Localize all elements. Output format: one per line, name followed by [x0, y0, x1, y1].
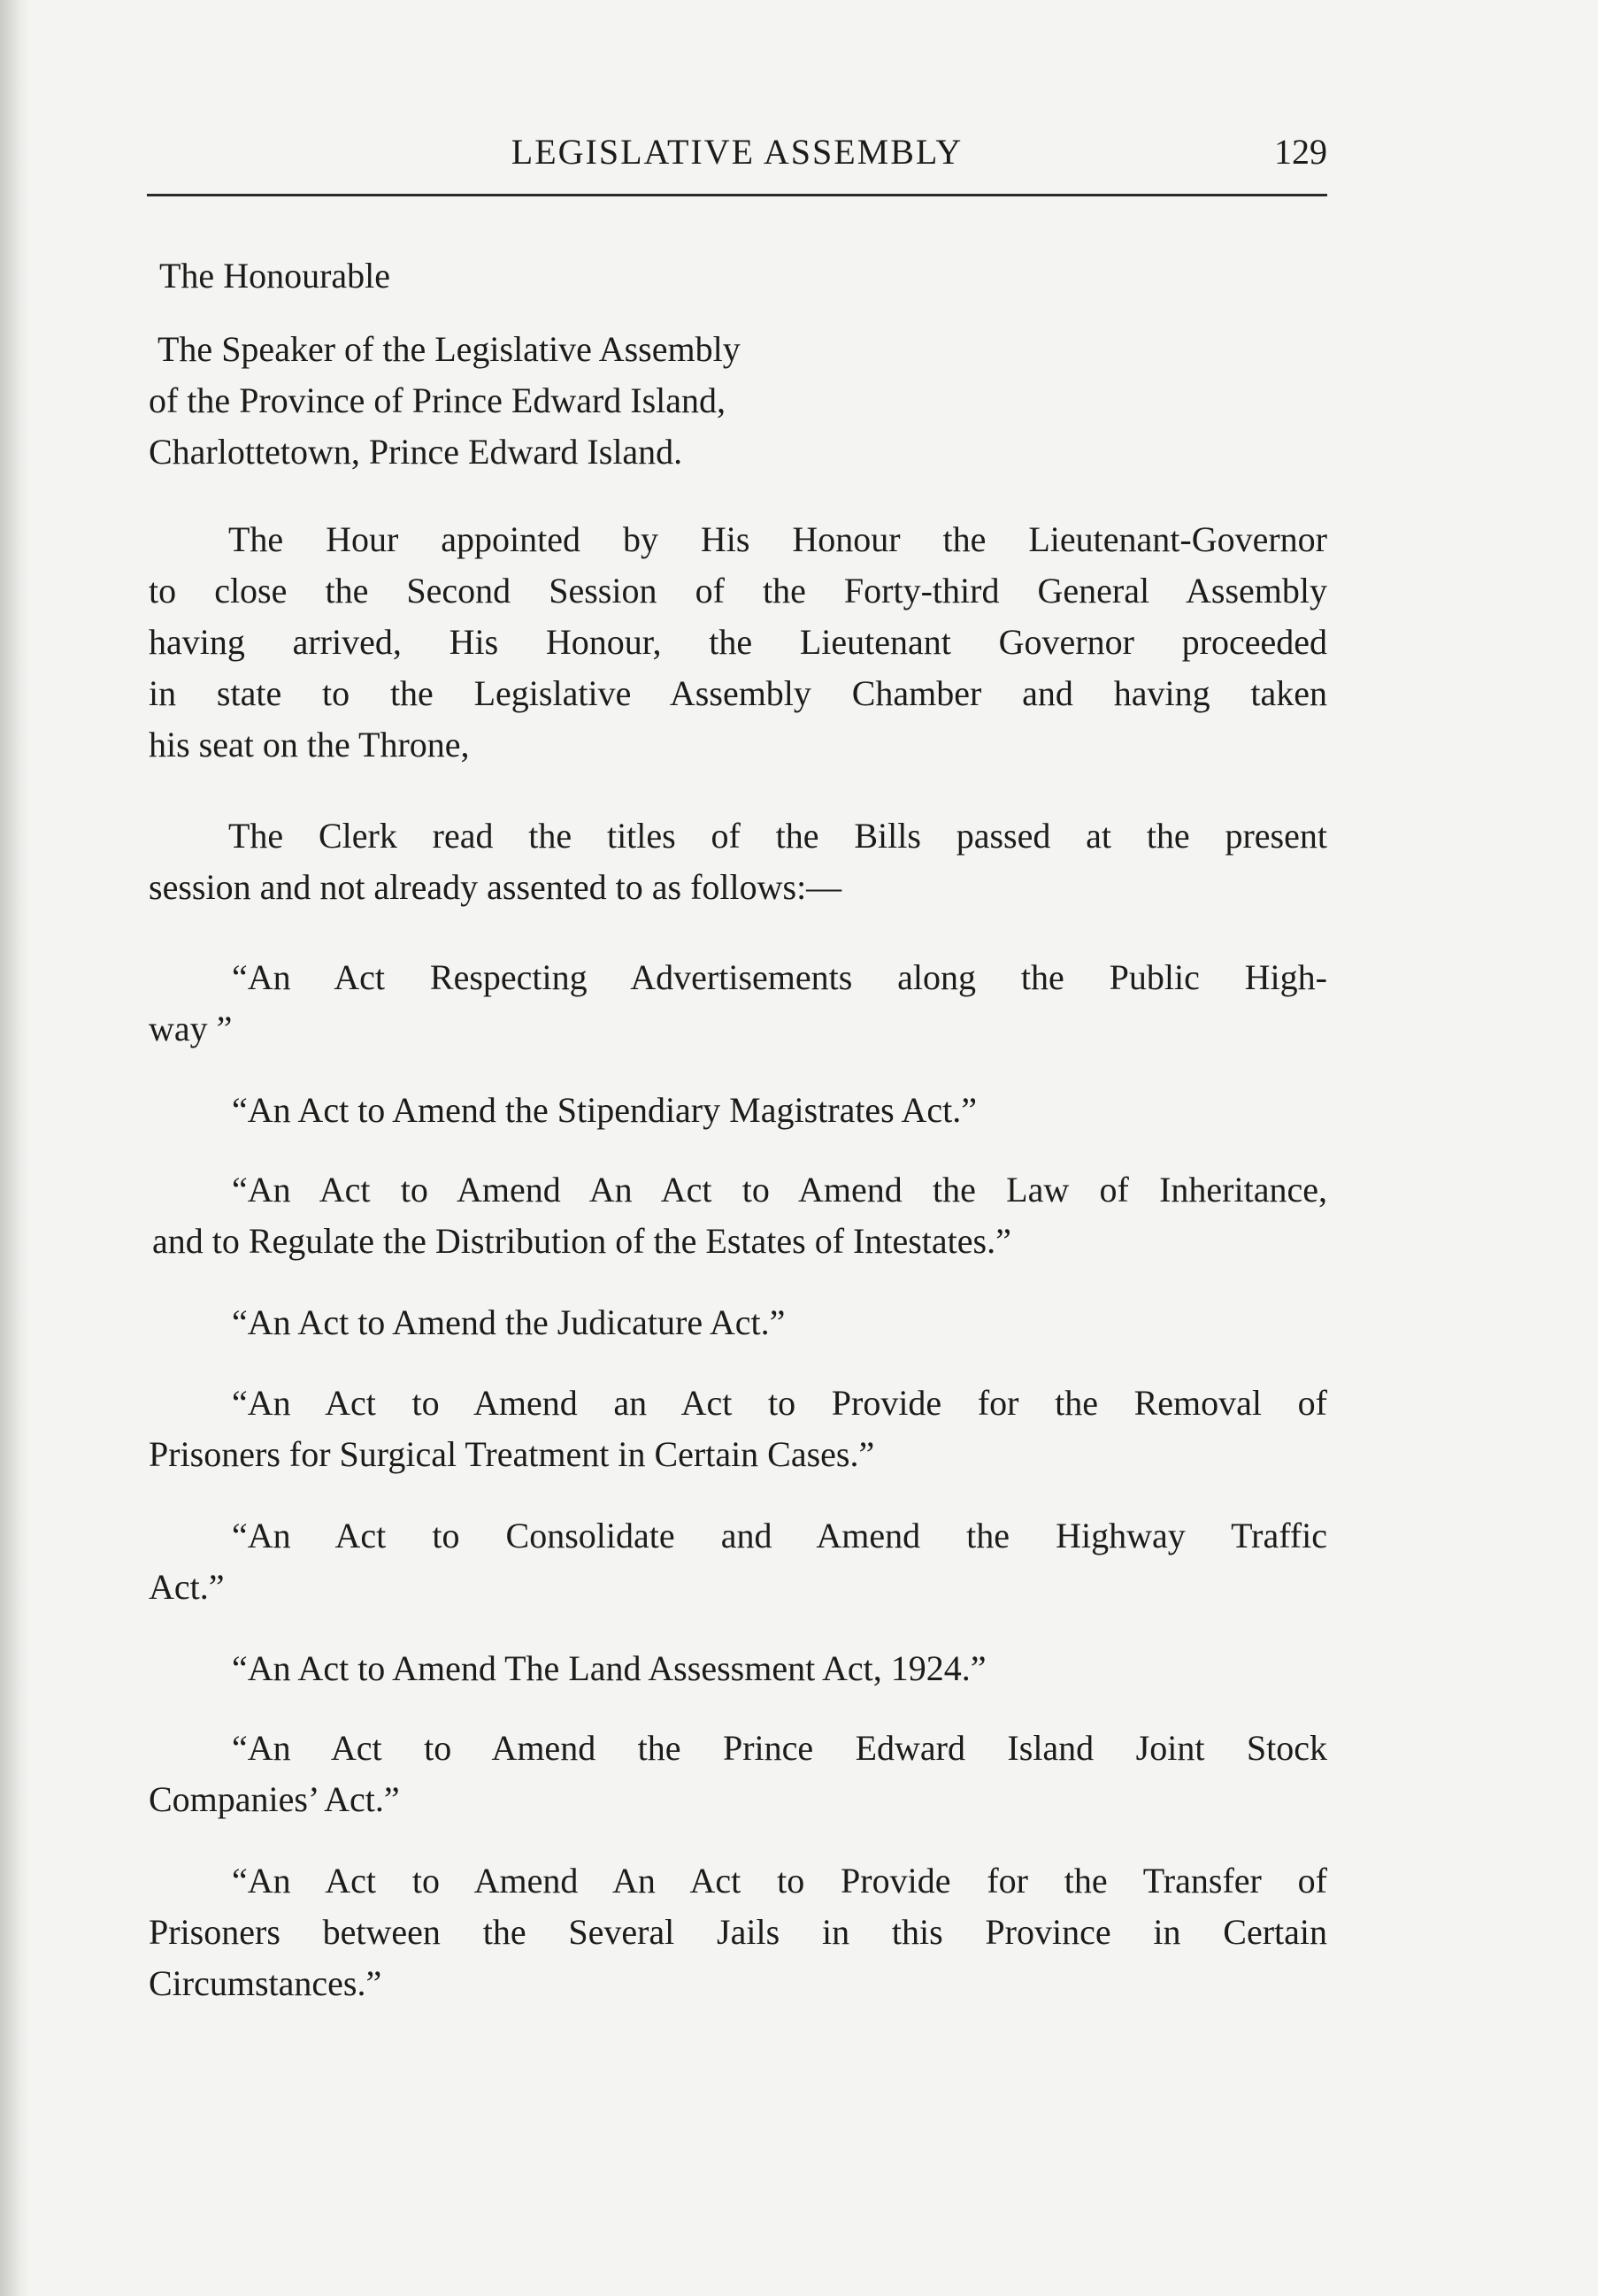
page-number: 129: [1274, 132, 1327, 172]
bill-title: Companies’ Act.”: [149, 1779, 400, 1819]
header-rule: [147, 194, 1327, 196]
bill-title: Act.”: [149, 1567, 225, 1607]
bill-title: “An Act to Amend the Judicature Act.”: [232, 1302, 786, 1342]
paragraph-line: The Hour appointed by His Honour the Lieutenant-Governor: [228, 519, 1327, 559]
bill-title: “An Act to Amend An Act to Amend the Law of Inheritance,: [232, 1170, 1327, 1209]
bill-title: “An Act Respecting Advertisements along the Public High-: [232, 957, 1327, 997]
bill-title: Circumstances.”: [149, 1963, 382, 2003]
salutation: The Honourable: [159, 256, 391, 296]
page-header: [147, 131, 1327, 193]
bill-title: “An Act to Amend the Prince Edward Island Joint Stock: [232, 1728, 1327, 1768]
bill-title: “An Act to Consolidate and Amend the Highway Traffic: [232, 1516, 1327, 1555]
bill-title: “An Act to Amend An Act to Provide for the Transfer of: [232, 1861, 1327, 1901]
page-edge-shadow: [0, 0, 30, 2296]
bill-title: “An Act to Amend The Land Assessment Act, 1924.”: [232, 1648, 987, 1688]
bill-title: and to Regulate the Distribution of the Estates of Intestates.”: [152, 1221, 1011, 1261]
bill-title: Prisoners between the Several Jails in this Province in Certain: [149, 1912, 1327, 1952]
bill-title: “An Act to Amend the Stipendiary Magistrates Act.”: [232, 1090, 978, 1130]
paragraph-line: his seat on the Throne,: [149, 725, 470, 764]
bill-title: “An Act to Amend an Act to Provide for the Removal of: [232, 1383, 1327, 1423]
paragraph-line: to close the Second Session of the Forty-third General Assembly: [149, 571, 1327, 610]
address-line: Charlottetown, Prince Edward Island.: [149, 432, 683, 472]
bill-title: Prisoners for Surgical Treatment in Certain Cases.”: [149, 1434, 875, 1474]
bill-title: way ”: [149, 1009, 233, 1048]
address-line: The Speaker of the Legislative Assembly: [157, 329, 741, 369]
running-head: LEGISLATIVE ASSEMBLY: [511, 132, 964, 172]
address-line: of the Province of Prince Edward Island,: [149, 380, 726, 420]
paragraph-line: having arrived, His Honour, the Lieutenant Governor proceeded: [149, 622, 1327, 662]
paragraph-line: The Clerk read the titles of the Bills passed at the present: [228, 816, 1327, 856]
paragraph-line: in state to the Legislative Assembly Chamber and having taken: [149, 673, 1327, 713]
paragraph-line: session and not already assented to as follows:—: [149, 867, 842, 907]
